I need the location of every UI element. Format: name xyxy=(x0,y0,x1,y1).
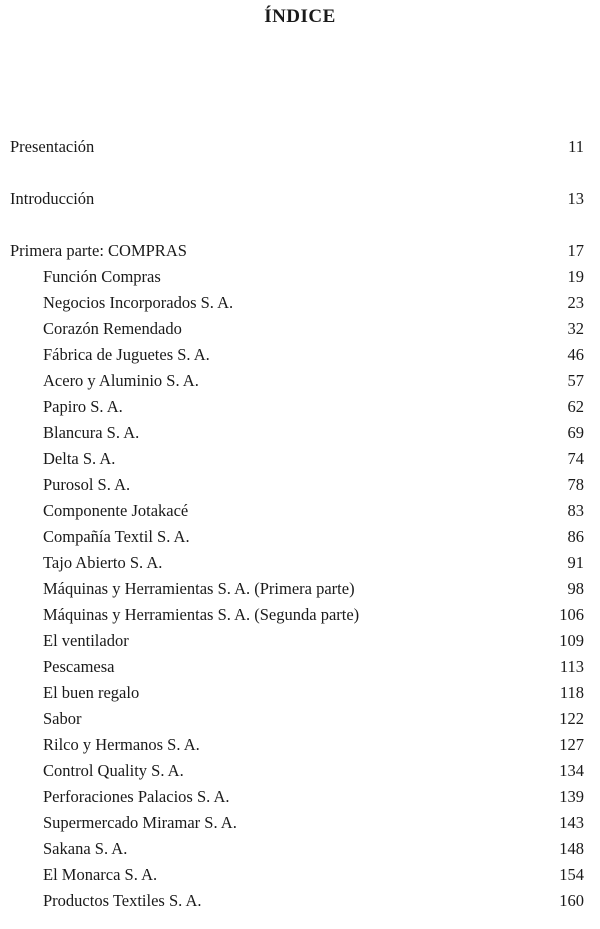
toc-entry-page: 69 xyxy=(567,423,584,442)
toc-section-primera-parte[interactable] xyxy=(0,239,600,263)
toc-entry[interactable] xyxy=(0,577,600,601)
toc-entry-page: 98 xyxy=(567,579,584,598)
toc-entry-page: 113 xyxy=(559,657,584,676)
toc-entry-label: Sakana S. A. xyxy=(43,839,128,858)
page-title: ÍNDICE xyxy=(264,6,336,27)
toc-entry[interactable] xyxy=(0,369,600,393)
toc-entry-label: El Monarca S. A. xyxy=(43,865,158,884)
toc-entry-page: 106 xyxy=(559,605,584,624)
toc-entry-label: Papiro S. A. xyxy=(43,397,123,416)
toc-entry-label: Delta S. A. xyxy=(43,449,116,468)
toc-entry-label: Sabor xyxy=(43,709,82,728)
toc-entry-label: Máquinas y Herramientas S. A. (Primera parte) xyxy=(43,579,355,598)
toc-entry-page: 62 xyxy=(567,397,584,416)
toc-entry-page: 83 xyxy=(567,501,584,520)
toc-entry-page: 74 xyxy=(567,449,584,468)
toc-entry[interactable] xyxy=(0,785,600,809)
toc-entry-page: 148 xyxy=(559,839,584,858)
toc-entry-label: Componente Jotakacé xyxy=(43,501,189,520)
toc-entry-page: 46 xyxy=(567,345,584,364)
toc-entry-label: Función Compras xyxy=(43,267,161,286)
toc-section-label: Primera parte: COMPRAS xyxy=(10,241,187,260)
toc-entry[interactable] xyxy=(0,629,600,653)
toc-entry-page: 122 xyxy=(559,709,584,728)
toc-entry[interactable] xyxy=(0,265,600,289)
toc-entry-label: Acero y Aluminio S. A. xyxy=(43,371,199,390)
toc-entry-label: Tajo Abierto S. A. xyxy=(43,553,163,572)
toc-section-page: 13 xyxy=(567,189,584,208)
toc-entry-label: Rilco y Hermanos S. A. xyxy=(43,735,200,754)
toc-entry-label: Corazón Remendado xyxy=(43,319,182,338)
toc-entry[interactable] xyxy=(0,837,600,861)
toc-section-label: Presentación xyxy=(10,137,95,156)
toc-entry[interactable] xyxy=(0,525,600,549)
toc-entry-page: 118 xyxy=(559,683,584,702)
toc-entry[interactable] xyxy=(0,551,600,575)
toc-entry-page: 86 xyxy=(567,527,584,546)
toc-entry[interactable] xyxy=(0,499,600,523)
toc-entry[interactable] xyxy=(0,395,600,419)
toc-entry-label: Purosol S. A. xyxy=(43,475,131,494)
toc-entry-page: 57 xyxy=(567,371,584,390)
toc-entry-label: Perforaciones Palacios S. A. xyxy=(43,787,230,806)
toc-entry-page: 139 xyxy=(559,787,584,806)
toc-entry-page: 109 xyxy=(559,631,584,650)
toc-entry[interactable] xyxy=(0,291,600,315)
toc-entry[interactable] xyxy=(0,759,600,783)
toc-entry[interactable] xyxy=(0,707,600,731)
toc-entry-page: 154 xyxy=(559,865,584,884)
toc-entry-page: 127 xyxy=(559,735,584,754)
toc-entry-label: Compañía Textil S. A. xyxy=(43,527,190,546)
toc-section-introduccion[interactable] xyxy=(0,187,600,211)
toc-entry-label: El buen regalo xyxy=(43,683,140,702)
toc-entry[interactable] xyxy=(0,889,600,913)
toc-entry[interactable] xyxy=(0,655,600,679)
toc-entry[interactable] xyxy=(0,447,600,471)
toc-entry[interactable] xyxy=(0,811,600,835)
toc-entry[interactable] xyxy=(0,421,600,445)
toc-section-label: Introducción xyxy=(10,189,95,208)
toc-entry-label: Supermercado Miramar S. A. xyxy=(43,813,237,832)
toc-entry-label: Blancura S. A. xyxy=(43,423,140,442)
toc-entry-page: 134 xyxy=(559,761,584,780)
toc-entry-label: Máquinas y Herramientas S. A. (Segunda parte) xyxy=(43,605,360,624)
toc-entry-page: 32 xyxy=(567,319,584,338)
toc-entry[interactable] xyxy=(0,473,600,497)
toc-entry[interactable] xyxy=(0,317,600,341)
toc-section-page: 17 xyxy=(567,241,584,260)
toc-entry-label: El ventilador xyxy=(43,631,129,650)
toc-entry-page: 19 xyxy=(567,267,584,286)
toc-entry-page: 78 xyxy=(567,475,584,494)
toc-entry[interactable] xyxy=(0,681,600,705)
toc-entry-page: 23 xyxy=(567,293,584,312)
toc-entry[interactable] xyxy=(0,733,600,757)
toc-entry-label: Pescamesa xyxy=(43,657,115,676)
toc-entry-page: 143 xyxy=(559,813,584,832)
toc-section-presentacion[interactable] xyxy=(0,135,600,159)
toc-entry-label: Fábrica de Juguetes S. A. xyxy=(43,345,210,364)
toc-entry-label: Control Quality S. A. xyxy=(43,761,184,780)
toc-entry-label: Negocios Incorporados S. A. xyxy=(43,293,234,312)
toc-entry[interactable] xyxy=(0,343,600,367)
toc-entry-page: 91 xyxy=(567,553,584,572)
toc-entry-label: Productos Textiles S. A. xyxy=(43,891,202,910)
toc-entry-page: 160 xyxy=(559,891,584,910)
toc-section-page: 11 xyxy=(568,137,584,156)
toc-entry[interactable] xyxy=(0,863,600,887)
toc-entry[interactable] xyxy=(0,603,600,627)
